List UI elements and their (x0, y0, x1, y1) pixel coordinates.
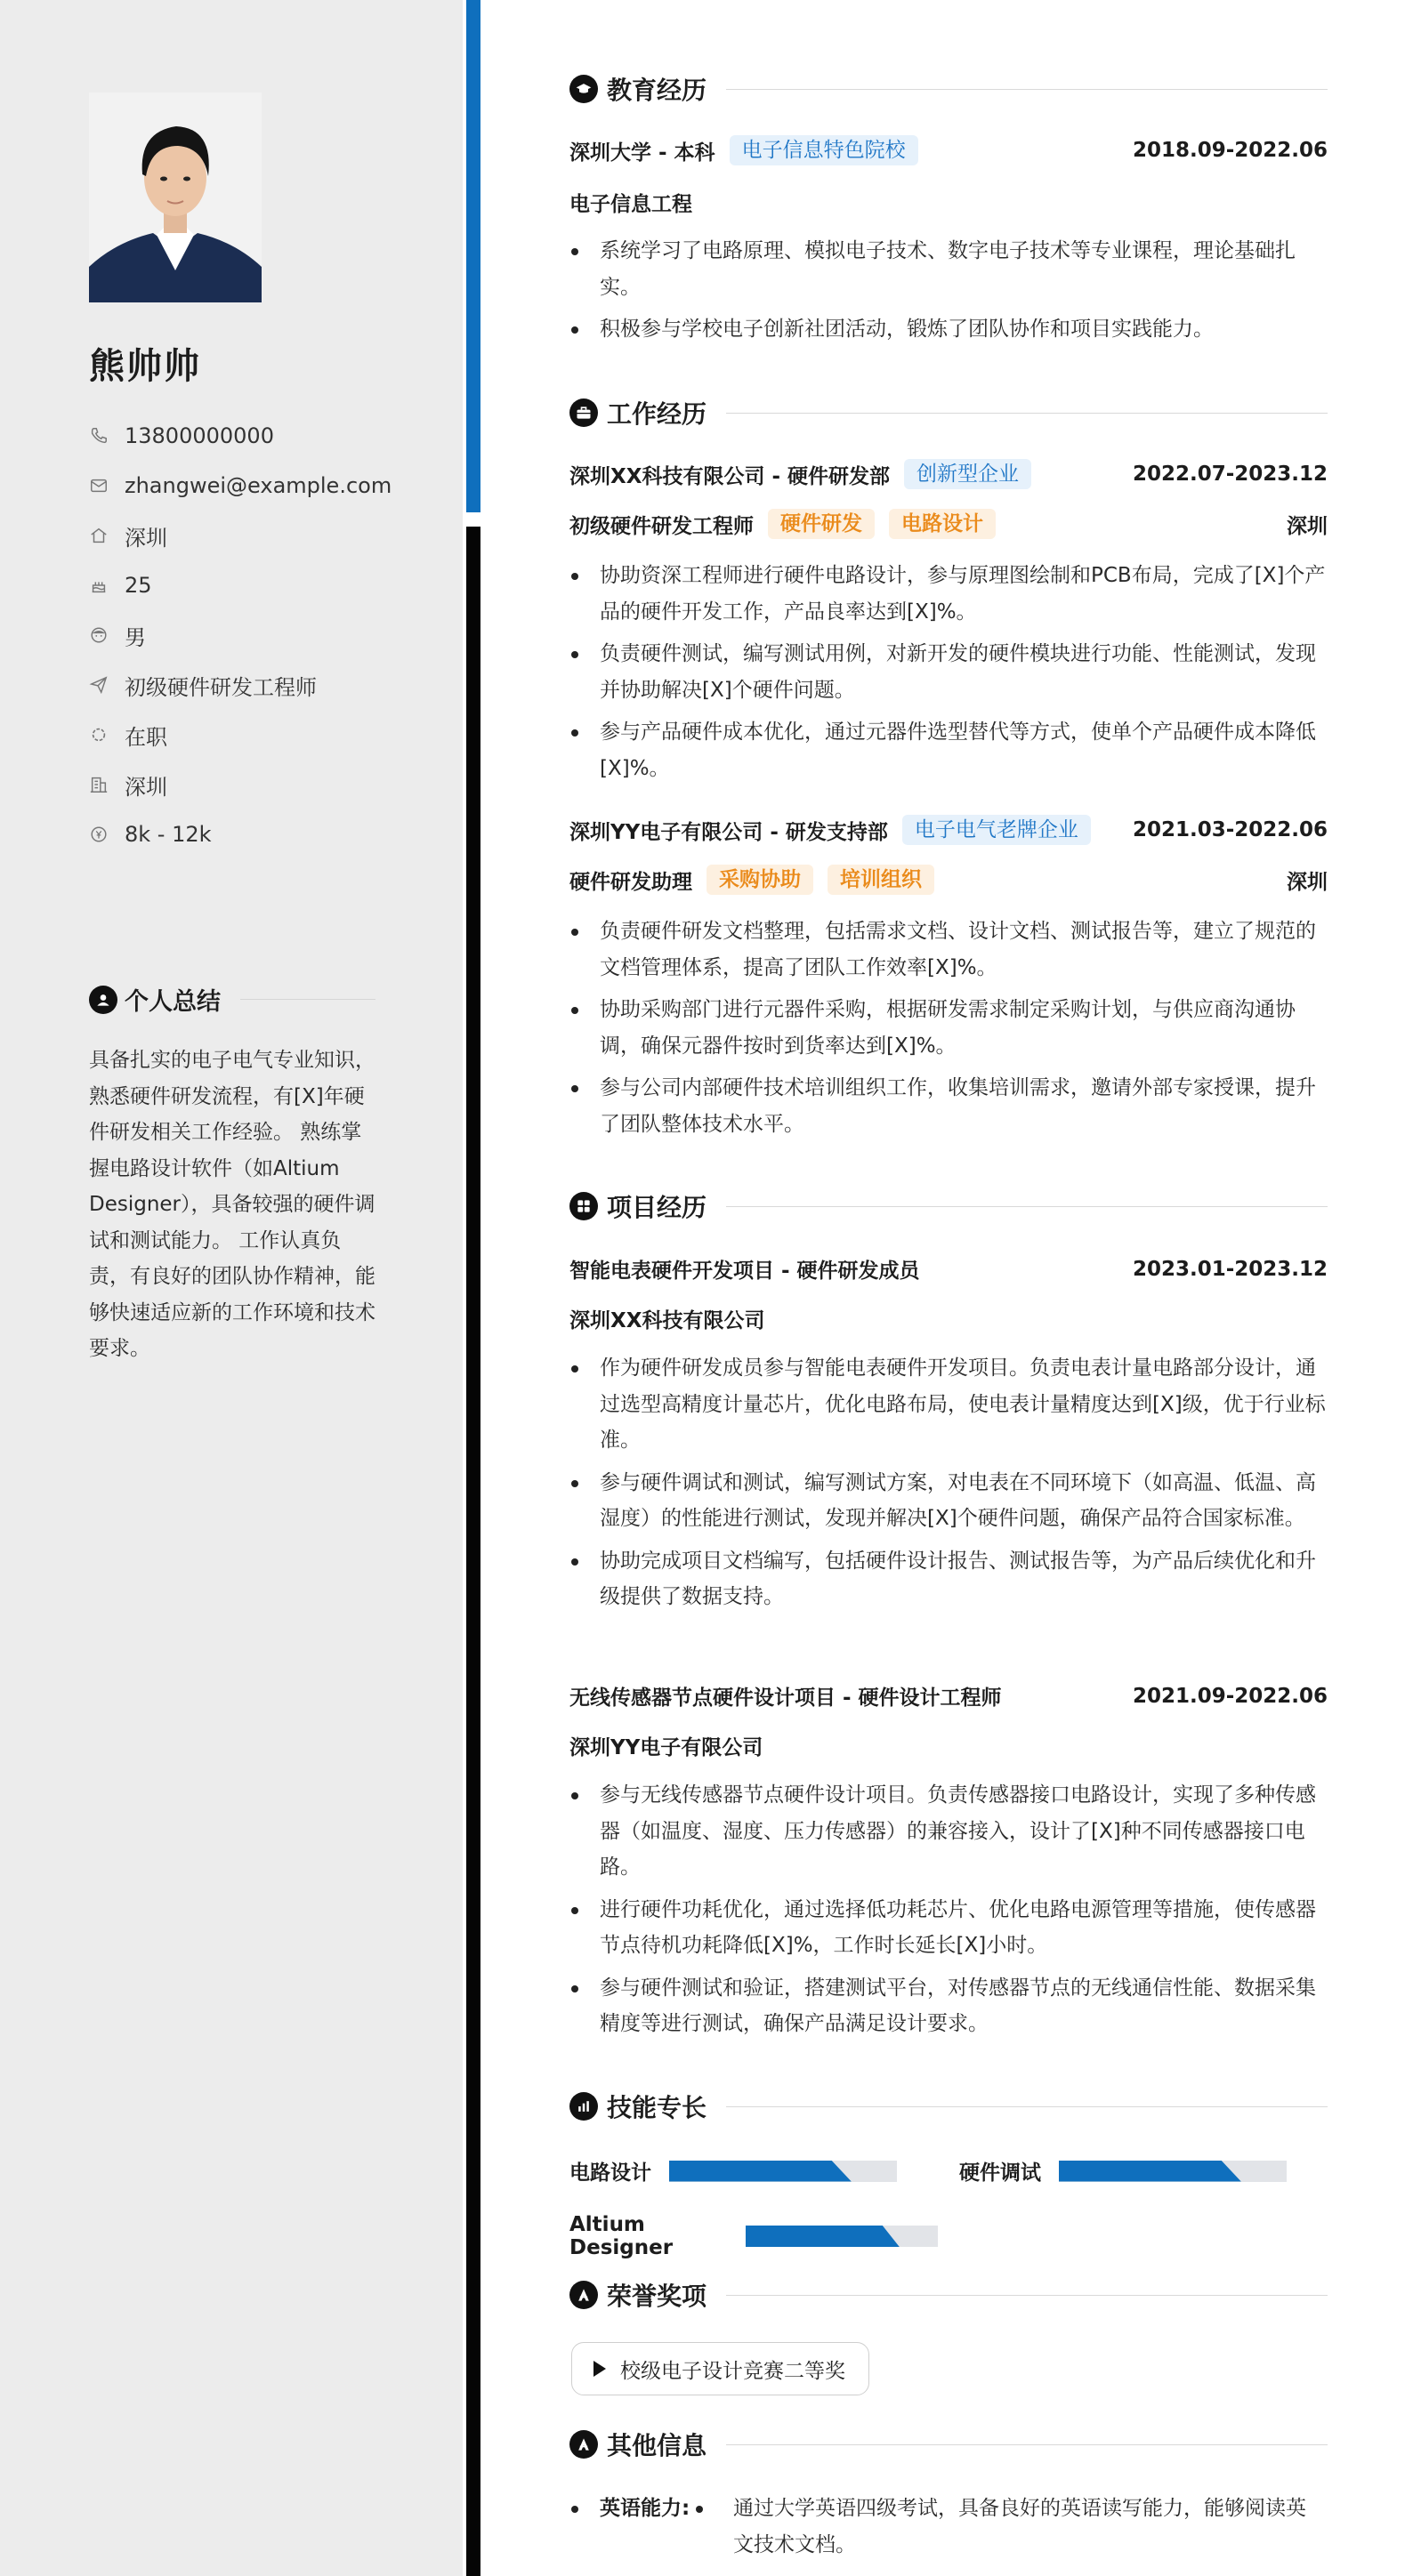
job-skill-tag: 培训组织 (828, 865, 934, 895)
project-1-company-row (569, 1304, 1328, 1333)
skill-label: 电路设计 (569, 2161, 651, 2185)
job-2-header (569, 815, 1328, 845)
school-tag: 电子信息特色院校 (730, 135, 918, 165)
education-divider (726, 89, 1328, 90)
accent-bar-black (466, 527, 480, 2576)
job-company: 深圳YY电子有限公司 - 研发支持部 (569, 820, 888, 844)
skill-track (669, 2161, 897, 2182)
english-text (703, 2491, 1326, 2563)
user-circle-icon (89, 986, 117, 1014)
project-period: 2021.09-2022.06 (1132, 1684, 1328, 1708)
other-heading (569, 2427, 1328, 2462)
list-item: 作为硬件研发成员参与智能电表硬件开发项目。负责电表计量电路部分设计，通过选型高精度计量芯片，优化电路布局，使电表计量精度达到[X]级，优于行业标准。 (569, 1350, 1328, 1459)
accent-bar-blue (466, 0, 480, 512)
education-heading (569, 71, 1328, 107)
summary-divider (240, 999, 375, 1000)
list-item: 参与产品硬件成本优化，通过元器件选型替代等方式，使单个产品硬件成本降低[X]%。 (569, 714, 1328, 786)
project-company: 深圳XX科技有限公司 (569, 1309, 765, 1332)
education-period: 2018.09-2022.06 (1132, 139, 1328, 162)
english-label: 英语能力: (600, 2497, 690, 2520)
honors-heading (569, 2277, 1328, 2313)
cake-icon (89, 576, 109, 595)
school-name: 深圳大学 - 本科 (569, 141, 715, 165)
skill-item (569, 2213, 938, 2259)
home-icon (89, 526, 109, 545)
skill-bar-fill (1059, 2161, 1241, 2182)
list-item: 负责硬件测试，编写测试用例，对新开发的硬件模块进行功能、性能测试，发现并协助解决[X]个硬件问题。 (569, 636, 1328, 708)
list-item: 参与公司内部硬件技术培训组织工作，收集培训需求，邀请外部专家授课，提升了团队整体技术水平。 (569, 1070, 1328, 1142)
list-item: 协助完成项目文档编写，包括硬件设计报告、测试报告等，为产品后续优化和升级提供了数据支持。 (569, 1543, 1328, 1615)
phone-icon (89, 426, 109, 446)
other-title: 其他信息 (607, 2431, 707, 2460)
skill-track (746, 2226, 938, 2247)
skill-track (1059, 2161, 1287, 2182)
gender-text: 男 (125, 624, 146, 650)
list-item: 参与硬件调试和测试，编写测试方案，对电表在不同环境下（如高温、低温、高湿度）的性能进行测试，发现并解决[X]个硬件问题，确保产品符合国家标准。 (569, 1465, 1328, 1537)
skills-divider (726, 2106, 1328, 2107)
face-icon (89, 625, 109, 645)
skills-heading (569, 2089, 1328, 2124)
send-icon (89, 675, 109, 695)
list-item: 参与无线传感器节点硬件设计项目。负责传感器接口电路设计，实现了多种传感器（如温度、湿度、压力传感器）的兼容接入，设计了[X]种不同传感器接口电路。 (569, 1777, 1328, 1886)
education-bullets (569, 233, 1328, 354)
skill-label: 硬件调试 (959, 2161, 1041, 2185)
info-city (89, 760, 392, 809)
info-position (89, 660, 392, 710)
english-label-item (569, 2491, 690, 2527)
projects-section (569, 1188, 1328, 1224)
avatar (89, 93, 262, 302)
projects-divider (726, 1206, 1328, 1207)
avatar-photo (89, 93, 262, 302)
contact-info-list (89, 411, 392, 859)
job-company-tag: 创新型企业 (904, 459, 1031, 489)
summary-title: 个人总结 (125, 988, 221, 1016)
list-item: 协助资深工程师进行硬件电路设计，参与原理图绘制和PCB布局，完成了[X]个产品的硬件开发工作，产品良率达到[X]%。 (569, 558, 1328, 630)
honors-divider (726, 2295, 1328, 2296)
skill-bar-fill (669, 2161, 852, 2182)
award-icon (569, 2281, 598, 2309)
graduation-cap-icon (569, 75, 598, 103)
job-skill-tag: 采购协助 (706, 865, 813, 895)
salary-icon (89, 825, 109, 844)
info-email (89, 461, 392, 511)
project-1-bullets (569, 1350, 1328, 1622)
skill-item (569, 2156, 897, 2186)
mail-icon (89, 476, 109, 495)
education-title: 教育经历 (607, 76, 707, 105)
project-period: 2023.01-2023.12 (1132, 1257, 1328, 1281)
education-row (569, 135, 1328, 165)
email-text: zhangwei@example.com (125, 473, 392, 498)
city-text: 深圳 (125, 774, 167, 800)
work-title: 工作经历 (607, 399, 707, 429)
job-company: 深圳XX科技有限公司 - 硬件研发部 (569, 464, 891, 488)
bar-chart-icon (569, 2092, 598, 2121)
job-skill-tag: 电路设计 (889, 509, 996, 539)
project-2-header (569, 1681, 1328, 1711)
work-section (569, 395, 1328, 431)
projects-heading (569, 1188, 1328, 1224)
info-status (89, 710, 392, 760)
summary-heading (89, 982, 375, 1017)
salary-text: 8k - 12k (125, 822, 212, 847)
job-1-role-row (569, 509, 1328, 539)
info-gender (89, 610, 392, 660)
job-1-bullets (569, 558, 1328, 793)
award-text: 校级电子设计竞赛二等奖 (620, 2359, 845, 2383)
play-icon (593, 2361, 606, 2377)
english-description: 通过大学英语四级考试，具备良好的英语读写能力，能够阅读英文技术文档。 (733, 2497, 1306, 2556)
projects-title: 项目经历 (607, 1193, 707, 1222)
status-text: 在职 (125, 724, 167, 750)
job-2-bullets (569, 914, 1328, 1148)
honors-title: 荣誉奖项 (607, 2282, 707, 2311)
work-heading (569, 395, 1328, 431)
skills-title: 技能专长 (607, 2093, 707, 2122)
info-age (89, 560, 392, 610)
job-period: 2021.03-2022.06 (1132, 818, 1328, 841)
project-name: 无线传感器节点硬件设计项目 - 硬件设计工程师 (569, 1686, 1002, 1710)
job-1-header (569, 459, 1328, 489)
location-text: 深圳 (125, 525, 167, 551)
list-item: 参与硬件测试和验证，搭建测试平台，对传感器节点的无线通信性能、数据采集精度等进行测试，确保产品满足设计要求。 (569, 1970, 1328, 2042)
major-name: 电子信息工程 (569, 193, 692, 216)
other-section (569, 2427, 1328, 2462)
job-skill-tag: 硬件研发 (768, 509, 875, 539)
list-item: 积极参与学校电子创新社团活动，锻炼了团队协作和项目实践能力。 (569, 311, 1328, 348)
status-icon (89, 725, 109, 745)
work-divider (726, 413, 1328, 414)
list-item: 系统学习了电路原理、模拟电子技术、数字电子技术等专业课程，理论基础扎实。 (569, 233, 1328, 305)
project-2-company-row (569, 1731, 1328, 1760)
project-1-header (569, 1254, 1328, 1284)
project-name: 智能电表硬件开发项目 - 硬件研发成员 (569, 1260, 920, 1283)
list-item: 进行硬件功耗优化，通过选择低功耗芯片、优化电路电源管理等措施，使传感器节点待机功耗降低[X]%，工作时长延长[X]小时。 (569, 1892, 1328, 1964)
list-item: 负责硬件研发文档整理，包括需求文档、设计文档、测试报告等，建立了规范的文档管理体系，提高了团队工作效率[X]%。 (569, 914, 1328, 986)
skill-bar-fill (746, 2226, 900, 2247)
info-location (89, 511, 392, 560)
job-period: 2022.07-2023.12 (1132, 463, 1328, 486)
position-text: 初级硬件研发工程师 (125, 674, 317, 700)
education-section (569, 71, 1328, 107)
job-role: 硬件研发助理 (569, 870, 692, 894)
info-salary (89, 809, 392, 859)
job-city: 深圳 (1287, 514, 1328, 538)
candidate-name: 熊帅帅 (89, 346, 201, 387)
summary-text: 具备扎实的电子电气专业知识，熟悉硬件研发流程，有[X]年硬件研发相关工作经验。 熟练掌握电路设计软件（如Altium Designer），具备较强的硬件调试和测试能力。 工作认真负责，有良好的团队协作精神，能够快速适应新的工作环境和技术要求。 (89, 1049, 375, 1360)
project-company: 深圳YY电子有限公司 (569, 1736, 763, 1759)
age-text: 25 (125, 573, 152, 598)
building-icon (89, 775, 109, 794)
list-item: 协助采购部门进行元器件采购，根据研发需求制定采购计划，与供应商沟通协调，确保元器件按时到货率达到[X]%。 (569, 992, 1328, 1064)
job-2-role-row (569, 865, 1328, 895)
briefcase-icon (569, 398, 598, 427)
award-chip (571, 2342, 869, 2395)
job-city: 深圳 (1287, 870, 1328, 894)
sidebar (0, 0, 463, 2576)
project-2-bullets (569, 1777, 1328, 2049)
grid-icon (569, 1192, 598, 1220)
skills-section (569, 2089, 1328, 2124)
skill-item (959, 2156, 1287, 2186)
skill-label: Altium Designer (569, 2213, 674, 2259)
info-phone (89, 411, 392, 461)
other-divider (726, 2444, 1328, 2445)
job-company-tag: 电子电气老牌企业 (902, 815, 1091, 845)
award-icon (569, 2430, 598, 2459)
phone-text: 13800000000 (125, 423, 274, 448)
job-role: 初级硬件研发工程师 (569, 514, 754, 538)
honors-section (569, 2277, 1328, 2313)
major-row (569, 188, 1328, 217)
